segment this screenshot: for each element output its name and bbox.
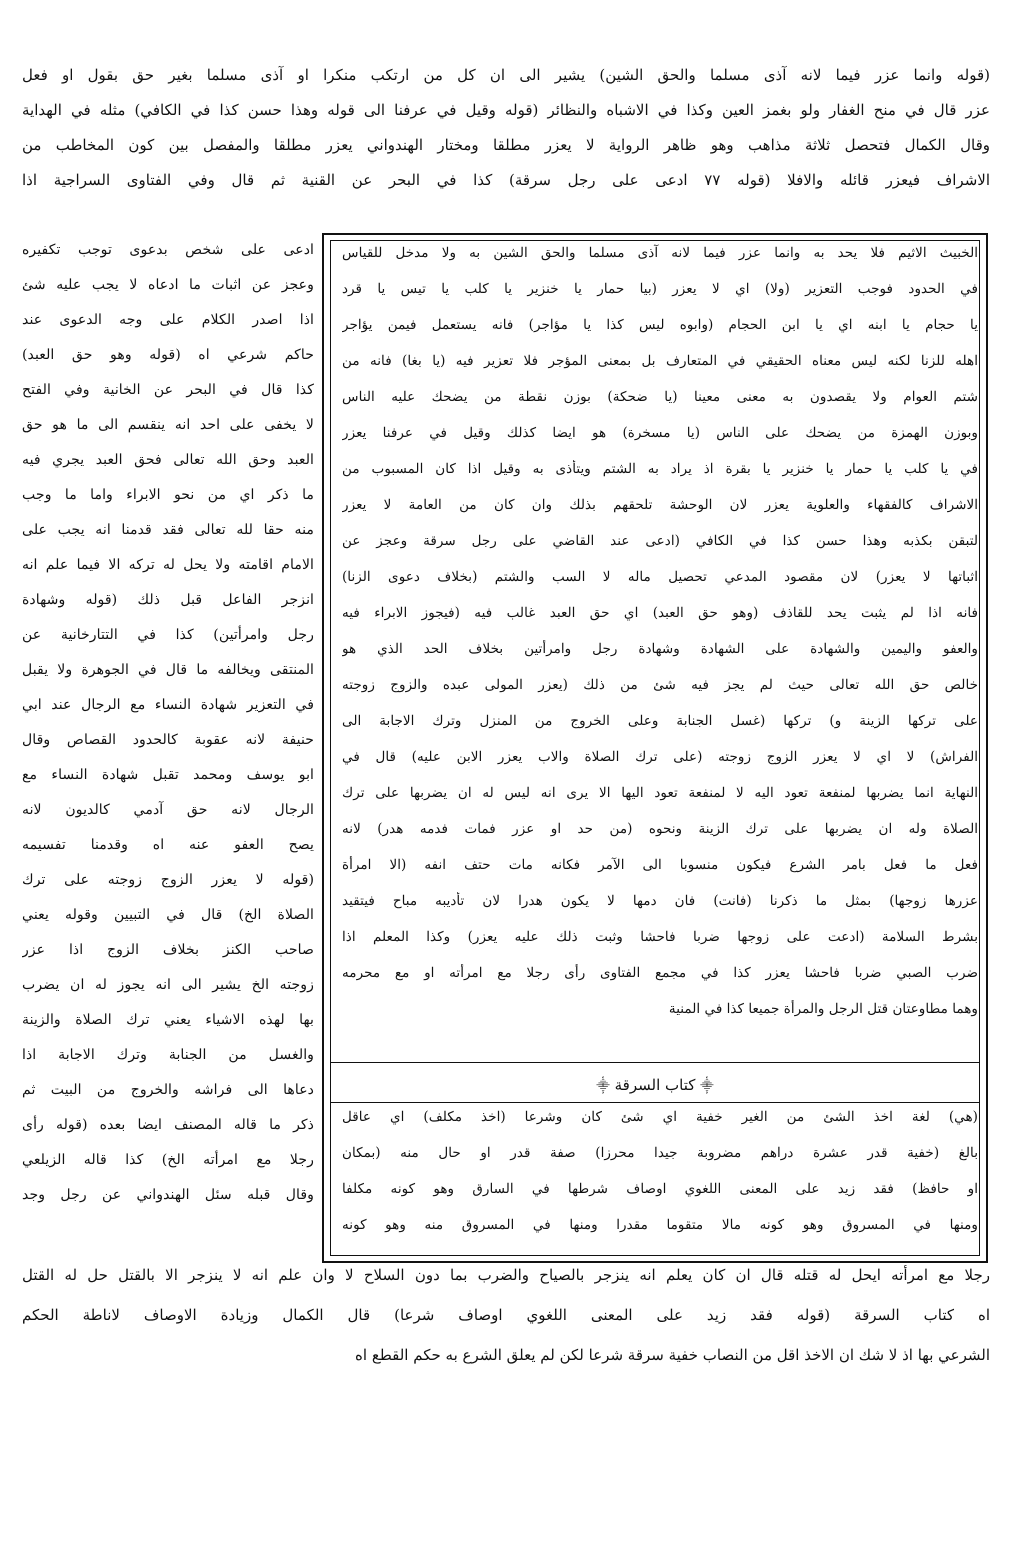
side-text-line: في التعزير شهادة النساء مع الرجال عند ابي (22, 697, 314, 713)
main-text-line: فعل ما فعل بامر الشرع فيكون منسوبا الى الآمر فكانه مات حتف انفه (الا امرأة (342, 857, 978, 873)
main-text-line: اهله للزنا لكنه ليس معناه الحقيقي في المتعارف بل بمعنى المؤجر فلا تعزير فيه (يا بغا) فانه من (342, 353, 978, 369)
side-text-line: حنيفة لانه عقوبة كالحدود القصاص وقال (22, 732, 314, 748)
side-text-line: الصلاة الخ) قال في التبيين وقوله يعني (22, 907, 314, 923)
side-text-line: منه حقا لله تعالى فقد قدمنا انه يجب على (22, 522, 314, 538)
section-text-line: بالغ (خفية قدر عشرة دراهم مضروبة جيدا محرزا) صفة قدر او حال منه (بمكان (342, 1145, 978, 1161)
main-text-line: اثباتها لا يعزر) لان مقصود المدعي تحصيل ماله لا السب والشتم (بخلاف دعوى الزنا) (342, 569, 978, 585)
main-text-line: عزرها زوجها) بمثل ما ذكرنا (فانت) فان دمها لا يكون هدرا لان تأديبه مباح فيتقيد (342, 893, 978, 909)
main-text-line: الاشراف كالفقهاء والعلوية يعزر لان الوحشة تلحقهم بذلك وان كان من العامة لا يعزر (342, 497, 978, 513)
main-text-line: ضرب الصبي ضربا فاحشا يعزر كذا في مجمع الفتاوى رأى رجلا مع امرأته او مع محرمه (342, 965, 978, 981)
heading-rule-top (330, 1062, 980, 1063)
main-text-line: الفراش) لا اي لا يعزر الزوج زوجته (على ترك الصلاة والاب يعزر الابن عليه) قال في (342, 749, 978, 765)
top-text-line: (قوله وانما عزر فيما لانه آذى مسلما والحق الشين) يشير الى ان كل من ارتكب منكرا او آذى مسلما بغير حق بقول او فعل (22, 66, 990, 84)
side-text-line: صاحب الكنز بخلاف الزوج اذا عزر (22, 942, 314, 958)
bottom-text-line: رجلا مع امرأته ايحل له قتله قال ان كان يعلم انه ينزجر بالصياح والضرب بما دون السلاح لا وان علم انه لا ينزجر الا بالقتل حل له القتل (22, 1266, 990, 1284)
side-text-line: (قوله لا يعزر الزوج زوجته على ترك (22, 872, 314, 888)
side-text-line: رجلا مع امرأته الخ) كذا قاله الزيلعي (22, 1152, 314, 1168)
side-text-line: رجل وامرأتين) كذا في التتارخانية عن (22, 627, 314, 643)
main-text-line: على تركها الزينة و) تركها (غسل الجنابة وعلى الخروج من المنزل وترك الاجابة الى (342, 713, 978, 729)
side-text-line: ذكر ما قاله المصنف ايضا بعده (قوله رأى (22, 1117, 314, 1133)
main-text-line: خالص حق الله تعالى حيث لم يجز فيه شئ من ذلك (يعزر المولى عبده والزوج زوجته (342, 677, 978, 693)
side-text-line: وقال قبله سئل الهندواني عن رجل وجد (22, 1187, 314, 1203)
main-text-line: يا حجام يا ابنه اي يا ابن الحجام (وابوه ليس كذا يا مؤاجر) فانه يستعمل فيمن يؤاجر (342, 317, 978, 333)
main-text-line: بشرط السلامة (ادعت على زوجها ضربا فاحشا وثبت ذلك عليه يعزر) وكذا المعلم اذا (342, 929, 978, 945)
side-text-line: حاكم شرعي اه (قوله وهو حق العبد) (22, 347, 314, 363)
main-text-line: في الحدود فوجب التعزير (ولا) اي لا يعزر (بيا حمار يا خنزير يا كلب يا تيس يا قرد (342, 281, 978, 297)
side-text-line: بها لهذه الاشياء يعني ترك الصلاة والزينة (22, 1012, 314, 1028)
section-text-line: او حافظ) فقد زيد على المعنى اللغوي اوصاف شرطها في السارق وهو كونه مكلفا (342, 1181, 978, 1197)
side-text-line: العبد وحق الله تعالى فحق العبد يجري فيه (22, 452, 314, 468)
side-text-line: يصح العفو عنه اه وقدمنا تفسيمه (22, 837, 314, 853)
main-text-line: في يا كلب يا حمار يا خنزير يا بقرة اذ يراد به الشتم ويتأذى به وقيل اذا كان المسبوب من (342, 461, 978, 477)
side-text-line: المنتقى ويخالفه ما قال في الجوهرة ولا يقبل (22, 662, 314, 678)
main-text-line: شتم العوام ولا يقصدون به معنى معينا (يا ضحكة) بوزن نقطة من يضحك عليه الناس (342, 389, 978, 405)
section-text-line: ومنها في المسروق وهو كونه مالا متقوما مقدرا ومنها في المسروق منه وهو كونه (342, 1217, 978, 1233)
side-text-line: والغسل من الجنابة وترك الاجابة اذا (22, 1047, 314, 1063)
top-text-line: وقال الكمال فتحصل ثلاثة مذاهب وهو ظاهر الرواية لا يعزر مطلقا ومختار الهندواني يعزر مطلقا والمفصل بين كون المخاطب من (22, 136, 990, 154)
top-text-line: عزر قال في منح الغفار ولو بغمز العين وكذا في الاشباه والنظائر (قوله وقيل في عرفنا الى قوله وهذا حسن كذا في الكافي) مثله في الهداية (22, 101, 990, 119)
section-heading (330, 1070, 980, 1100)
bottom-text-line: اه كتاب السرقة (قوله فقد زيد على المعنى اللغوي اوصاف شرعا) قال الكمال وزيادة الاوصاف لاناطة الحكم (22, 1306, 990, 1324)
side-text-line: دعاها الى فراشه والخروج من البيت ثم (22, 1082, 314, 1098)
side-text-line: ابو يوسف ومحمد تقبل شهادة النساء مع (22, 767, 314, 783)
top-text-line: الاشراف فيعزر قائله والافلا (قوله ۷۷ ادعى على رجل سرقة) كذا في البحر عن القنية ثم قال وفي الفتاوى السراجية اذا (22, 171, 990, 189)
section-heading-title: كتاب السرقة (614, 1076, 696, 1094)
ornament-icon: ⸎ (700, 1079, 714, 1094)
side-text-line: كذا قال في البحر عن الخانية وفي الفتح (22, 382, 314, 398)
side-text-line: وعجز عن اثبات ما ادعاه لا يجب عليه شئ (22, 277, 314, 293)
side-text-line: الرجال لانه حق آدمي كالديون لانه (22, 802, 314, 818)
side-text-line: ادعى على شخص بدعوى توجب تكفيره (22, 242, 314, 258)
main-text-line: فانه اذا لم يثبت يحد للقاذف (وهو حق العبد) اي حق العبد غالب فيه (فيجوز الابراء فيه (342, 605, 978, 621)
main-text-line: والعفو واليمين والشهادة على الشهادة وشهادة رجل وامرأتين بخلاف الحد الذي هو (342, 641, 978, 657)
side-text-line: زوجته الخ يشير الى انه يجوز له ان يضرب (22, 977, 314, 993)
main-text-line: النهاية انما يضربها لمنفعة تعود اليه لا لمنفعة تعود اليها الا يرى انه ليس له ان يضربها على ترك (342, 785, 978, 801)
main-text-line: وبوزن الهمزة من يضحك على الناس (يا مسخرة) هو ايضا كذلك وقيل في عرفنا يعزر (342, 425, 978, 441)
section-text-line: (هي) لغة اخذ الشئ من الغير خفية اي شئ كان وشرعا (اخذ مكلف) اي عاقل (342, 1109, 978, 1125)
side-text-line: الامام اقامته ولا يحل له تركه الا فيما علم انه (22, 557, 314, 573)
side-text-line: اذا اصدر الكلام على وجه الدعوى عند (22, 312, 314, 328)
main-text-line: لتبقن بكذبه وهذا حسن كذا في الكافي (ادعى عند القاضي على رجل سرقة وعجز عن (342, 533, 978, 549)
main-text-line: الخبيث الاثيم فلا يحد به وانما عزر فيما لانه آذى مسلما والحق الشين به ولا مدخل للقياس (342, 245, 978, 261)
side-text-line: ما ذكر اي من نحو الابراء واما ما وجب (22, 487, 314, 503)
ornament-icon: ⸎ (596, 1079, 610, 1094)
main-text-line: وهما مطاوعتان قتل الرجل والمرأة جميعا كذا في المنية (668, 1001, 978, 1017)
heading-rule-bottom (330, 1102, 980, 1103)
side-text-line: انزجر الفاعل قبل ذلك (قوله وشهادة (22, 592, 314, 608)
bottom-text-line: الشرعي بها اذ لا شك ان الاخذ اقل من النصاب خفية سرقة شرعا لكن لم يعلق الشرع به حكم القطع اه (355, 1346, 990, 1364)
side-text-line: لا يخفى على احد انه ينقسم الى ما هو حق (22, 417, 314, 433)
main-text-line: الصلاة وله ان يضربها على ترك الزينة ونحوه (من حد او عزر فمات فدمه هدر) لانه (342, 821, 978, 837)
